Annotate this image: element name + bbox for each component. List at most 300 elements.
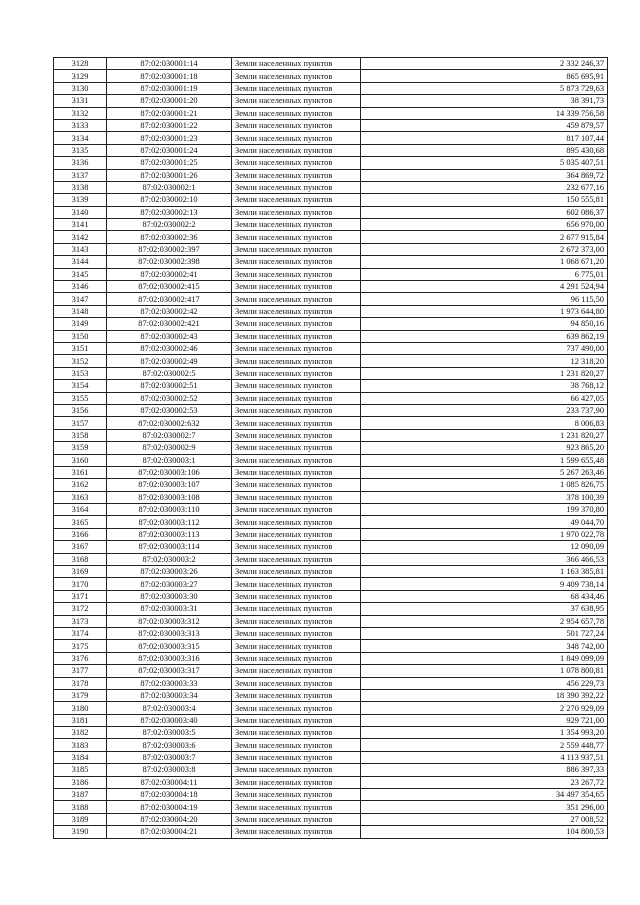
table-row <box>54 615 608 627</box>
cadastral-value-cell: 14 339 756,58 <box>361 107 608 119</box>
row-number-cell: 3186 <box>54 776 107 788</box>
cadastral-value-cell: 1 231 820,27 <box>361 429 608 441</box>
cadastral-value-cell: 459 879,57 <box>361 119 608 131</box>
row-number-cell: 3165 <box>54 516 107 528</box>
cadastral-number-cell: 87:02:030002:43 <box>107 330 232 342</box>
table-row <box>54 293 608 305</box>
land-category-cell: Земли населенных пунктов <box>232 739 361 751</box>
row-number-cell: 3180 <box>54 702 107 714</box>
cadastral-number-cell: 87:02:030002:46 <box>107 342 232 354</box>
land-category-cell: Земли населенных пунктов <box>232 342 361 354</box>
cadastral-number-cell: 87:02:030001:23 <box>107 132 232 144</box>
cadastral-number-cell: 87:02:030004:18 <box>107 789 232 801</box>
table-row <box>54 318 608 330</box>
row-number-cell: 3167 <box>54 541 107 553</box>
land-category-cell: Земли населенных пунктов <box>232 157 361 169</box>
row-number-cell: 3132 <box>54 107 107 119</box>
row-number-cell: 3188 <box>54 801 107 813</box>
land-category-cell: Земли населенных пунктов <box>232 541 361 553</box>
cadastral-number-cell: 87:02:030003:316 <box>107 652 232 664</box>
cadastral-number-cell: 87:02:030002:5 <box>107 367 232 379</box>
row-number-cell: 3153 <box>54 367 107 379</box>
cadastral-value-cell: 5 873 729,63 <box>361 82 608 94</box>
table-row <box>54 751 608 763</box>
cadastral-value-cell: 104 800,53 <box>361 826 608 838</box>
land-category-cell: Земли населенных пунктов <box>232 801 361 813</box>
land-category-cell: Земли населенных пунктов <box>232 764 361 776</box>
cadastral-number-cell: 87:02:030001:21 <box>107 107 232 119</box>
land-category-cell: Земли населенных пунктов <box>232 491 361 503</box>
table-row <box>54 144 608 156</box>
table-row <box>54 466 608 478</box>
cadastral-number-cell: 87:02:030003:312 <box>107 615 232 627</box>
row-number-cell: 3160 <box>54 454 107 466</box>
table-row <box>54 665 608 677</box>
land-category-cell: Земли населенных пунктов <box>232 305 361 317</box>
table-row <box>54 107 608 119</box>
table-row <box>54 541 608 553</box>
table-row <box>54 566 608 578</box>
cadastral-number-cell: 87:02:030003:113 <box>107 528 232 540</box>
table-row <box>54 553 608 565</box>
row-number-cell: 3140 <box>54 206 107 218</box>
cadastral-value-cell: 1 849 099,09 <box>361 652 608 664</box>
cadastral-number-cell: 87:02:030003:108 <box>107 491 232 503</box>
cadastral-number-cell: 87:02:030003:4 <box>107 702 232 714</box>
row-number-cell: 3181 <box>54 714 107 726</box>
cadastral-number-cell: 87:02:030003:112 <box>107 516 232 528</box>
table-row <box>54 305 608 317</box>
cadastral-value-cell: 2 270 929,09 <box>361 702 608 714</box>
cadastral-value-cell: 37 638,95 <box>361 603 608 615</box>
row-number-cell: 3151 <box>54 342 107 354</box>
cadastral-number-cell: 87:02:030003:34 <box>107 689 232 701</box>
cadastral-value-cell: 96 115,50 <box>361 293 608 305</box>
cadastral-value-cell: 38 768,12 <box>361 380 608 392</box>
land-category-cell: Земли населенных пунктов <box>232 479 361 491</box>
land-category-cell: Земли населенных пунктов <box>232 553 361 565</box>
cadastral-value-cell: 1 078 800,81 <box>361 665 608 677</box>
row-number-cell: 3184 <box>54 751 107 763</box>
land-category-cell: Земли населенных пунктов <box>232 404 361 416</box>
cadastral-value-cell: 66 427,05 <box>361 392 608 404</box>
row-number-cell: 3128 <box>54 58 107 70</box>
cadastral-number-cell: 87:02:030001:14 <box>107 58 232 70</box>
cadastral-value-cell: 886 397,33 <box>361 764 608 776</box>
table-row <box>54 219 608 231</box>
land-category-cell: Земли населенных пунктов <box>232 231 361 243</box>
row-number-cell: 3144 <box>54 256 107 268</box>
table-row <box>54 590 608 602</box>
cadastral-number-cell: 87:02:030003:5 <box>107 727 232 739</box>
row-number-cell: 3158 <box>54 429 107 441</box>
cadastral-number-cell: 87:02:030003:315 <box>107 640 232 652</box>
table-row <box>54 652 608 664</box>
cadastral-number-cell: 87:02:030002:13 <box>107 206 232 218</box>
cadastral-value-cell: 1 354 993,20 <box>361 727 608 739</box>
table-row <box>54 739 608 751</box>
row-number-cell: 3157 <box>54 417 107 429</box>
row-number-cell: 3176 <box>54 652 107 664</box>
land-category-cell: Земли населенных пунктов <box>232 776 361 788</box>
land-category-cell: Земли населенных пунктов <box>232 206 361 218</box>
land-category-cell: Земли населенных пунктов <box>232 615 361 627</box>
table-row <box>54 194 608 206</box>
cadastral-value-cell: 1 970 022,78 <box>361 528 608 540</box>
table-row <box>54 132 608 144</box>
row-number-cell: 3141 <box>54 219 107 231</box>
row-number-cell: 3161 <box>54 466 107 478</box>
table-row <box>54 95 608 107</box>
land-category-cell: Земли населенных пунктов <box>232 82 361 94</box>
land-category-cell: Земли населенных пунктов <box>232 256 361 268</box>
row-number-cell: 3182 <box>54 727 107 739</box>
table-row <box>54 776 608 788</box>
table-row <box>54 82 608 94</box>
cadastral-number-cell: 87:02:030003:1 <box>107 454 232 466</box>
row-number-cell: 3131 <box>54 95 107 107</box>
row-number-cell: 3173 <box>54 615 107 627</box>
cadastral-value-cell: 1 599 655,48 <box>361 454 608 466</box>
land-category-cell: Земли населенных пунктов <box>232 219 361 231</box>
cadastral-value-cell: 38 391,73 <box>361 95 608 107</box>
land-category-cell: Земли населенных пунктов <box>232 268 361 280</box>
land-category-cell: Земли населенных пунктов <box>232 689 361 701</box>
cadastral-value-cell: 2 672 373,00 <box>361 243 608 255</box>
table-row <box>54 454 608 466</box>
cadastral-number-cell: 87:02:030002:36 <box>107 231 232 243</box>
cadastral-number-cell: 87:02:030003:2 <box>107 553 232 565</box>
land-category-cell: Земли населенных пунктов <box>232 466 361 478</box>
table-row <box>54 417 608 429</box>
table-row <box>54 813 608 825</box>
cadastral-number-cell: 87:02:030003:114 <box>107 541 232 553</box>
cadastral-number-cell: 87:02:030003:317 <box>107 665 232 677</box>
cadastral-value-cell: 12 090,09 <box>361 541 608 553</box>
cadastral-number-cell: 87:02:030002:9 <box>107 442 232 454</box>
cadastral-number-cell: 87:02:030003:6 <box>107 739 232 751</box>
land-category-cell: Земли населенных пунктов <box>232 119 361 131</box>
cadastral-value-cell: 49 044,70 <box>361 516 608 528</box>
row-number-cell: 3175 <box>54 640 107 652</box>
row-number-cell: 3170 <box>54 578 107 590</box>
cadastral-value-cell: 1 231 820,27 <box>361 367 608 379</box>
land-category-cell: Земли населенных пунктов <box>232 380 361 392</box>
cadastral-value-cell: 2 332 246,37 <box>361 58 608 70</box>
land-category-cell: Земли населенных пунктов <box>232 727 361 739</box>
land-category-cell: Земли населенных пунктов <box>232 132 361 144</box>
table-body <box>54 58 608 839</box>
row-number-cell: 3178 <box>54 677 107 689</box>
cadastral-number-cell: 87:02:030002:53 <box>107 404 232 416</box>
cadastral-value-cell: 5 267 263,46 <box>361 466 608 478</box>
row-number-cell: 3145 <box>54 268 107 280</box>
row-number-cell: 3139 <box>54 194 107 206</box>
cadastral-value-cell: 68 434,46 <box>361 590 608 602</box>
cadastral-number-cell: 87:02:030003:8 <box>107 764 232 776</box>
row-number-cell: 3189 <box>54 813 107 825</box>
row-number-cell: 3183 <box>54 739 107 751</box>
cadastral-number-cell: 87:02:030003:27 <box>107 578 232 590</box>
table-row <box>54 578 608 590</box>
cadastral-value-cell: 366 466,53 <box>361 553 608 565</box>
row-number-cell: 3148 <box>54 305 107 317</box>
land-category-cell: Земли населенных пунктов <box>232 504 361 516</box>
cadastral-value-cell: 501 727,24 <box>361 627 608 639</box>
row-number-cell: 3174 <box>54 627 107 639</box>
row-number-cell: 3172 <box>54 603 107 615</box>
table-row <box>54 70 608 82</box>
table-row <box>54 640 608 652</box>
cadastral-number-cell: 87:02:030004:21 <box>107 826 232 838</box>
cadastral-number-cell: 87:02:030003:30 <box>107 590 232 602</box>
table-row <box>54 206 608 218</box>
land-category-cell: Земли населенных пунктов <box>232 652 361 664</box>
cadastral-value-cell: 1 973 644,80 <box>361 305 608 317</box>
table-row <box>54 231 608 243</box>
row-number-cell: 3143 <box>54 243 107 255</box>
land-category-cell: Земли населенных пунктов <box>232 95 361 107</box>
land-category-cell: Земли населенных пунктов <box>232 392 361 404</box>
row-number-cell: 3159 <box>54 442 107 454</box>
row-number-cell: 3190 <box>54 826 107 838</box>
row-number-cell: 3146 <box>54 281 107 293</box>
cadastral-value-cell: 4 291 524,94 <box>361 281 608 293</box>
cadastral-number-cell: 87:02:030002:49 <box>107 355 232 367</box>
cadastral-value-cell: 348 742,00 <box>361 640 608 652</box>
row-number-cell: 3135 <box>54 144 107 156</box>
land-category-cell: Земли населенных пунктов <box>232 144 361 156</box>
table-row <box>54 169 608 181</box>
cadastral-value-cell: 94 850,16 <box>361 318 608 330</box>
table-row <box>54 479 608 491</box>
cadastral-value-cell: 9 409 738,14 <box>361 578 608 590</box>
cadastral-value-cell: 2 954 657,78 <box>361 615 608 627</box>
land-category-cell: Земли населенных пунктов <box>232 826 361 838</box>
cadastral-value-table <box>53 57 608 839</box>
cadastral-number-cell: 87:02:030001:19 <box>107 82 232 94</box>
cadastral-number-cell: 87:02:030002:51 <box>107 380 232 392</box>
row-number-cell: 3168 <box>54 553 107 565</box>
land-category-cell: Земли населенных пунктов <box>232 578 361 590</box>
land-category-cell: Земли населенных пунктов <box>232 528 361 540</box>
table-row <box>54 367 608 379</box>
land-category-cell: Земли населенных пунктов <box>232 429 361 441</box>
table-row <box>54 702 608 714</box>
cadastral-value-cell: 929 721,00 <box>361 714 608 726</box>
land-category-cell: Земли населенных пунктов <box>232 330 361 342</box>
cadastral-value-cell: 737 490,00 <box>361 342 608 354</box>
cadastral-value-cell: 817 107,44 <box>361 132 608 144</box>
land-category-cell: Земли населенных пунктов <box>232 714 361 726</box>
cadastral-value-cell: 656 970,00 <box>361 219 608 231</box>
table-row <box>54 404 608 416</box>
land-category-cell: Земли населенных пунктов <box>232 751 361 763</box>
row-number-cell: 3156 <box>54 404 107 416</box>
cadastral-number-cell: 87:02:030004:11 <box>107 776 232 788</box>
cadastral-number-cell: 87:02:030002:7 <box>107 429 232 441</box>
cadastral-value-cell: 1 085 826,75 <box>361 479 608 491</box>
cadastral-number-cell: 87:02:030002:632 <box>107 417 232 429</box>
cadastral-number-cell: 87:02:030001:26 <box>107 169 232 181</box>
table-row <box>54 256 608 268</box>
cadastral-number-cell: 87:02:030002:397 <box>107 243 232 255</box>
cadastral-value-cell: 2 559 448,77 <box>361 739 608 751</box>
cadastral-value-cell: 351 296,00 <box>361 801 608 813</box>
cadastral-number-cell: 87:02:030002:52 <box>107 392 232 404</box>
row-number-cell: 3185 <box>54 764 107 776</box>
cadastral-number-cell: 87:02:030001:24 <box>107 144 232 156</box>
land-category-cell: Земли населенных пунктов <box>232 813 361 825</box>
cadastral-value-cell: 895 430,68 <box>361 144 608 156</box>
cadastral-number-cell: 87:02:030002:42 <box>107 305 232 317</box>
land-category-cell: Земли населенных пунктов <box>232 665 361 677</box>
row-number-cell: 3177 <box>54 665 107 677</box>
row-number-cell: 3163 <box>54 491 107 503</box>
cadastral-number-cell: 87:02:030003:107 <box>107 479 232 491</box>
cadastral-number-cell: 87:02:030004:20 <box>107 813 232 825</box>
cadastral-value-cell: 364 869,72 <box>361 169 608 181</box>
row-number-cell: 3179 <box>54 689 107 701</box>
table-row <box>54 528 608 540</box>
cadastral-number-cell: 87:02:030001:25 <box>107 157 232 169</box>
table-row <box>54 689 608 701</box>
cadastral-value-cell: 865 695,91 <box>361 70 608 82</box>
table-row <box>54 491 608 503</box>
row-number-cell: 3154 <box>54 380 107 392</box>
cadastral-number-cell: 87:02:030002:417 <box>107 293 232 305</box>
land-category-cell: Земли населенных пунктов <box>232 181 361 193</box>
table-row <box>54 342 608 354</box>
land-category-cell: Земли населенных пунктов <box>232 702 361 714</box>
land-category-cell: Земли населенных пунктов <box>232 627 361 639</box>
row-number-cell: 3138 <box>54 181 107 193</box>
row-number-cell: 3134 <box>54 132 107 144</box>
land-category-cell: Земли населенных пунктов <box>232 442 361 454</box>
table-row <box>54 727 608 739</box>
land-category-cell: Земли населенных пунктов <box>232 355 361 367</box>
row-number-cell: 3133 <box>54 119 107 131</box>
cadastral-number-cell: 87:02:030003:33 <box>107 677 232 689</box>
cadastral-number-cell: 87:02:030002:415 <box>107 281 232 293</box>
row-number-cell: 3166 <box>54 528 107 540</box>
cadastral-value-cell: 923 865,20 <box>361 442 608 454</box>
cadastral-value-cell: 8 006,83 <box>361 417 608 429</box>
cadastral-number-cell: 87:02:030002:1 <box>107 181 232 193</box>
land-category-cell: Земли населенных пунктов <box>232 516 361 528</box>
cadastral-value-cell: 5 035 407,51 <box>361 157 608 169</box>
cadastral-value-cell: 1 068 671,20 <box>361 256 608 268</box>
cadastral-value-cell: 233 737,90 <box>361 404 608 416</box>
table-row <box>54 516 608 528</box>
table-row <box>54 801 608 813</box>
land-category-cell: Земли населенных пунктов <box>232 281 361 293</box>
cadastral-value-cell: 6 775,01 <box>361 268 608 280</box>
table-row <box>54 627 608 639</box>
table-row <box>54 504 608 516</box>
cadastral-value-cell: 602 086,37 <box>361 206 608 218</box>
row-number-cell: 3171 <box>54 590 107 602</box>
table-row <box>54 355 608 367</box>
cadastral-number-cell: 87:02:030002:10 <box>107 194 232 206</box>
cadastral-value-cell: 34 497 354,65 <box>361 789 608 801</box>
land-category-cell: Земли населенных пунктов <box>232 243 361 255</box>
row-number-cell: 3155 <box>54 392 107 404</box>
table-row <box>54 429 608 441</box>
land-category-cell: Земли населенных пунктов <box>232 194 361 206</box>
land-category-cell: Земли населенных пунктов <box>232 318 361 330</box>
cadastral-number-cell: 87:02:030001:22 <box>107 119 232 131</box>
table-row <box>54 826 608 838</box>
land-category-cell: Земли населенных пунктов <box>232 566 361 578</box>
cadastral-number-cell: 87:02:030003:110 <box>107 504 232 516</box>
row-number-cell: 3129 <box>54 70 107 82</box>
land-category-cell: Земли населенных пунктов <box>232 293 361 305</box>
row-number-cell: 3149 <box>54 318 107 330</box>
table-row <box>54 119 608 131</box>
cadastral-value-cell: 150 555,81 <box>361 194 608 206</box>
table-row <box>54 603 608 615</box>
table-row <box>54 392 608 404</box>
land-category-cell: Земли населенных пунктов <box>232 417 361 429</box>
table-row <box>54 442 608 454</box>
table-row <box>54 243 608 255</box>
row-number-cell: 3142 <box>54 231 107 243</box>
cadastral-value-cell: 18 390 392,22 <box>361 689 608 701</box>
land-category-cell: Земли населенных пунктов <box>232 640 361 652</box>
row-number-cell: 3147 <box>54 293 107 305</box>
table-row <box>54 181 608 193</box>
cadastral-value-cell: 456 229,73 <box>361 677 608 689</box>
table-row <box>54 714 608 726</box>
table-row <box>54 764 608 776</box>
land-category-cell: Земли населенных пунктов <box>232 367 361 379</box>
land-category-cell: Земли населенных пунктов <box>232 169 361 181</box>
row-number-cell: 3164 <box>54 504 107 516</box>
cadastral-number-cell: 87:02:030002:41 <box>107 268 232 280</box>
cadastral-value-cell: 12 318,20 <box>361 355 608 367</box>
table-row <box>54 330 608 342</box>
cadastral-number-cell: 87:02:030002:2 <box>107 219 232 231</box>
cadastral-value-cell: 199 370,80 <box>361 504 608 516</box>
land-category-cell: Земли населенных пунктов <box>232 603 361 615</box>
row-number-cell: 3130 <box>54 82 107 94</box>
table-row <box>54 380 608 392</box>
cadastral-number-cell: 87:02:030002:398 <box>107 256 232 268</box>
cadastral-number-cell: 87:02:030003:26 <box>107 566 232 578</box>
cadastral-value-cell: 23 267,72 <box>361 776 608 788</box>
row-number-cell: 3169 <box>54 566 107 578</box>
cadastral-value-cell: 2 677 915,84 <box>361 231 608 243</box>
cadastral-number-cell: 87:02:030003:40 <box>107 714 232 726</box>
land-category-cell: Земли населенных пунктов <box>232 454 361 466</box>
cadastral-value-cell: 232 677,16 <box>361 181 608 193</box>
cadastral-number-cell: 87:02:030004:19 <box>107 801 232 813</box>
table-row <box>54 789 608 801</box>
land-category-cell: Земли населенных пунктов <box>232 677 361 689</box>
cadastral-value-cell: 378 100,39 <box>361 491 608 503</box>
row-number-cell: 3187 <box>54 789 107 801</box>
cadastral-number-cell: 87:02:030001:18 <box>107 70 232 82</box>
land-category-cell: Земли населенных пунктов <box>232 107 361 119</box>
cadastral-number-cell: 87:02:030003:313 <box>107 627 232 639</box>
row-number-cell: 3137 <box>54 169 107 181</box>
cadastral-value-cell: 27 008,52 <box>361 813 608 825</box>
cadastral-number-cell: 87:02:030003:106 <box>107 466 232 478</box>
land-category-cell: Земли населенных пунктов <box>232 789 361 801</box>
land-category-cell: Земли населенных пунктов <box>232 590 361 602</box>
cadastral-number-cell: 87:02:030003:7 <box>107 751 232 763</box>
